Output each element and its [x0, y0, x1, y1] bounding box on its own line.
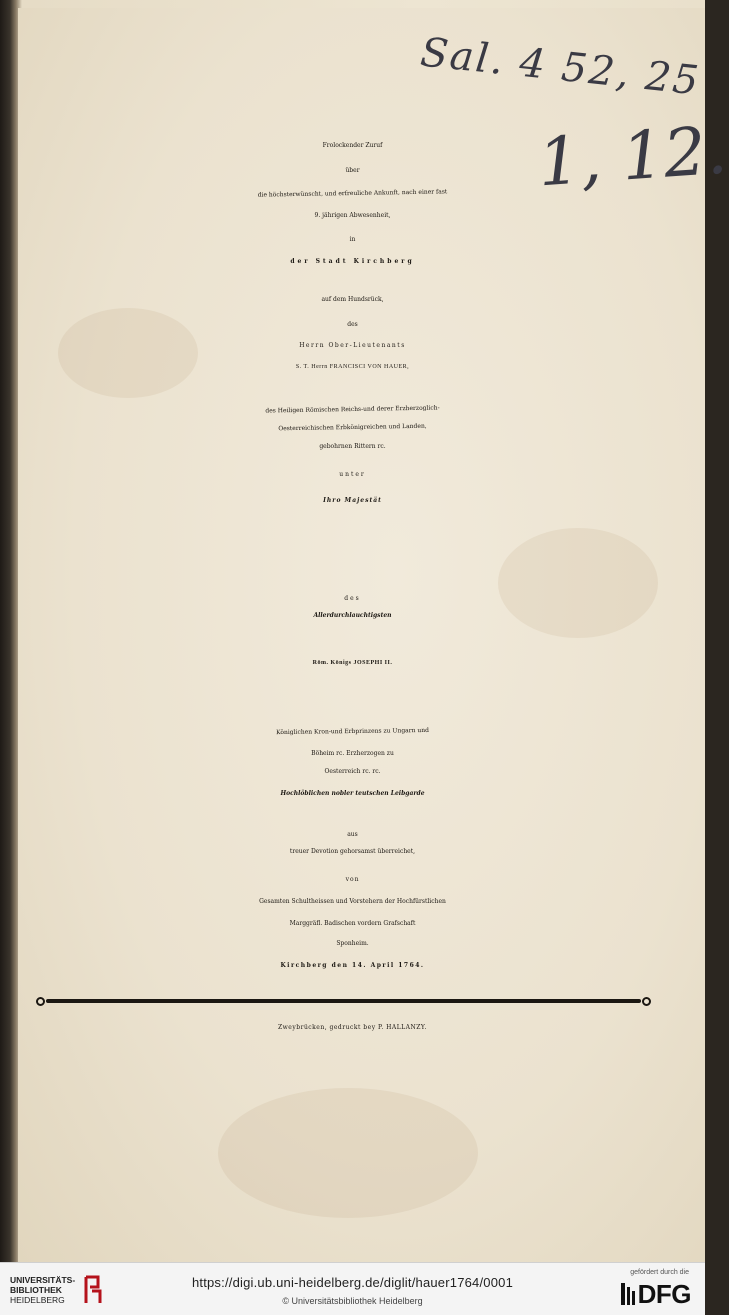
rule-bar: [46, 999, 641, 1003]
title-line: der Stadt Kirchberg: [290, 258, 415, 265]
title-line: Frolockender Zuruf: [322, 142, 383, 149]
title-line: in: [349, 236, 356, 243]
title-line: treuer Devotion gehorsamst überreichet,: [289, 848, 416, 855]
title-line: S. T. Herrn FRANCISCI VON HAUER,: [295, 364, 410, 370]
title-line: Kirchberg den 14. April 1764.: [280, 962, 425, 969]
title-line: Königlichen Kron-und Erbprinzens zu Ungarn und: [276, 726, 429, 737]
title-line: auf dem Hundsrück,: [321, 296, 384, 303]
title-line: Allerdurchlauchtigsten: [313, 612, 392, 619]
library-name-line: UNIVERSITÄTS-: [10, 1275, 76, 1285]
title-line: Oesterreichischen Erbkönigreichen und Landen,: [278, 422, 427, 433]
title-line: Böheim rc. Erzherzogen zu: [311, 750, 394, 757]
ornamental-rule: [36, 997, 651, 1006]
title-line: Hochlöblichen nobler teutschen Leibgarde: [280, 790, 425, 797]
title-line: des Heiligen Römischen Reichs-und derer Erzherzoglich-: [265, 404, 440, 415]
title-line: Sponheim.: [336, 940, 369, 947]
title-line: aus: [347, 831, 358, 838]
title-line: 9. jährigen Abwesenheit,: [314, 212, 391, 219]
handwritten-number: 1, 12.: [535, 111, 729, 202]
title-line: die höchsterwünscht, und erfreuliche Ankunft, nach einer fast: [257, 188, 448, 199]
paper-stain: [218, 1088, 478, 1218]
library-name-line: BIBLIOTHEK: [10, 1285, 62, 1295]
viewer-footer: [0, 1262, 705, 1315]
paper-stain: [498, 528, 658, 638]
title-line: des: [344, 595, 361, 602]
rule-end-right: [642, 997, 651, 1006]
title-line: unter: [339, 471, 366, 478]
title-line: Herrn Ober-Lieutenants: [299, 342, 406, 349]
copyright-notice: © Universitätsbibliothek Heidelberg: [282, 1296, 423, 1306]
funding-note: gefördert durch die: [630, 1269, 689, 1276]
library-name-line: HEIDELBERG: [10, 1295, 65, 1305]
handwritten-shelfmark: Sal. 4 52, 25: [418, 29, 703, 105]
dfg-logo[interactable]: DFG: [637, 1279, 691, 1309]
permalink-url[interactable]: https://digi.ub.uni-heidelberg.de/diglit/hauer1764/0001: [191, 1275, 514, 1290]
title-line: des: [347, 321, 358, 328]
title-line: Gesamten Schultheissen und Vorstehern der Hochfürstlichen: [259, 898, 446, 905]
title-line: Marggräfl. Badischen vordern Grafschaft: [289, 920, 416, 927]
title-line: Röm. Königs JOSEPHI II.: [312, 660, 393, 666]
title-line: Ihro Majestät: [323, 497, 382, 504]
rule-end-left: [36, 997, 45, 1006]
title-line: von: [345, 876, 360, 883]
title-line: über: [345, 167, 360, 174]
title-line: gebohrnen Rittern rc.: [319, 443, 386, 450]
dfg-mark-icon: [621, 1283, 635, 1305]
title-line: Oesterreich rc. rc.: [324, 768, 381, 775]
imprint-line: Zweybrücken, gedruckt bey P. HALLANZY.: [277, 1024, 428, 1031]
